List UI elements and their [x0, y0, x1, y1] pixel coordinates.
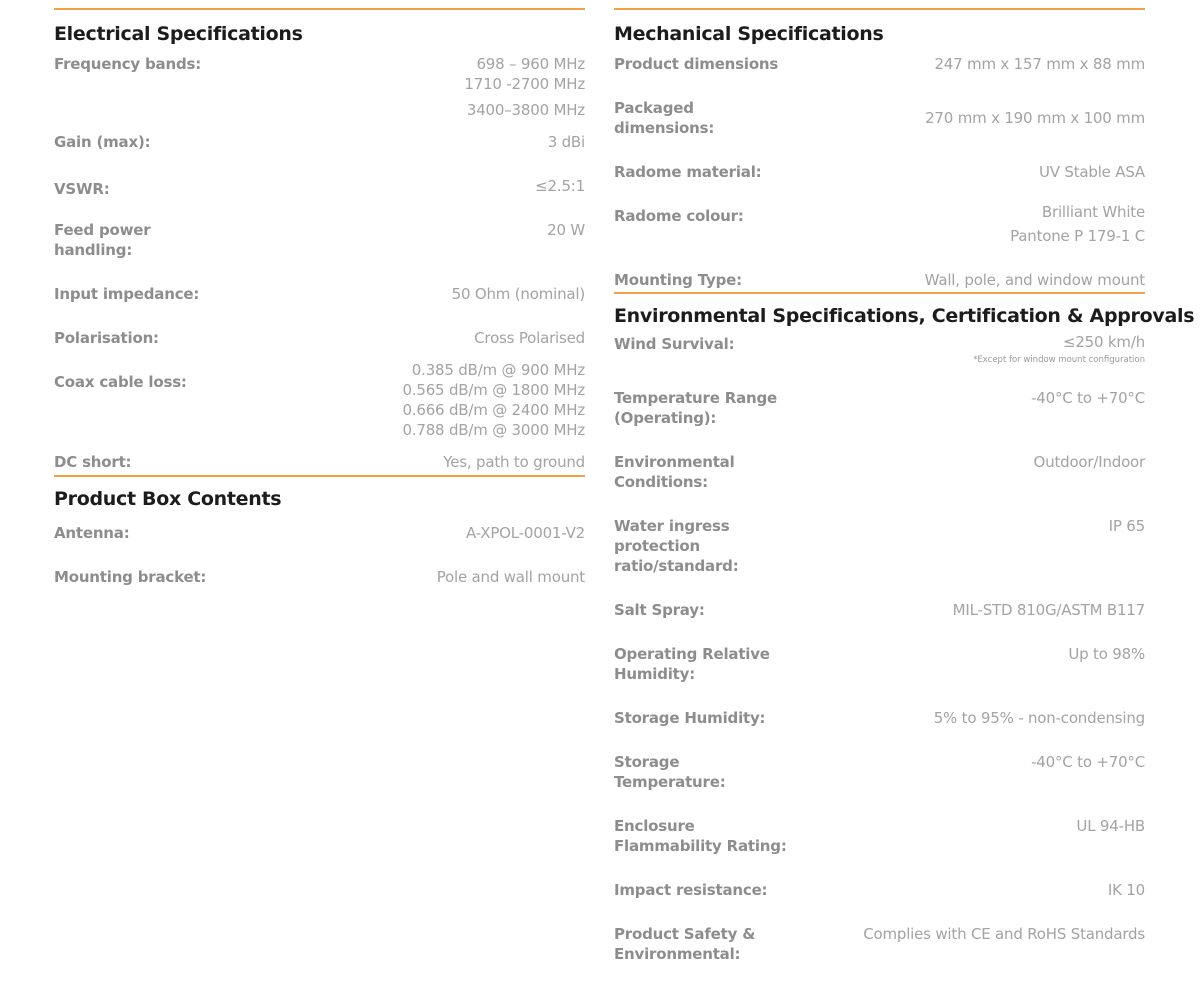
spec-value-line: IK 10: [1107, 881, 1145, 899]
spec-row-feed-power: [54, 220, 585, 284]
spec-value: [1076, 816, 1145, 836]
spec-label: Impact resistance:: [614, 881, 768, 899]
spec-label: Radome colour:: [614, 207, 744, 225]
spec-value: [443, 452, 585, 472]
spec-value-line: 5% to 95% - non-condensing: [933, 709, 1145, 727]
spec-value-line: Outdoor/Indoor: [1033, 453, 1145, 471]
spec-value-line: IP 65: [1108, 517, 1145, 535]
spec-label: Gain (max):: [54, 133, 151, 151]
spec-row-polarisation: [54, 328, 585, 360]
spec-value: [535, 176, 585, 196]
spec-value: [973, 332, 1145, 366]
spec-value-line: Cross Polarised: [474, 329, 585, 347]
spec-row-vswr: [54, 176, 585, 220]
spec-value-line: Complies with CE and RoHS Standards: [863, 925, 1145, 943]
spec-value-line: Brilliant White: [1041, 203, 1145, 221]
spec-value-line: -40°C to +70°C: [1031, 753, 1145, 771]
right-column: [614, 0, 1195, 964]
spec-row-gain: [54, 132, 585, 176]
spec-value-line: UL 94-HB: [1076, 817, 1145, 835]
spec-value-line: 270 mm x 190 mm x 100 mm: [925, 109, 1145, 127]
spec-value: [437, 567, 585, 587]
spec-value: [953, 600, 1145, 620]
spec-value-line: 0.666 dB/m @ 2400 MHz: [402, 401, 585, 419]
spec-value: [934, 708, 1145, 728]
spec-value-line: ≤250 km/h: [1062, 333, 1145, 351]
spec-value-line: Pantone P 179-1 C: [1010, 227, 1145, 245]
spec-value-line: Wall, pole, and window mount: [924, 271, 1145, 289]
spec-label: Frequency bands:: [54, 55, 202, 73]
spec-label: Packaged dimensions:: [614, 99, 715, 137]
spec-row-water-ingress: [614, 516, 1145, 600]
spec-value: [925, 98, 1145, 128]
spec-value-line: MIL-STD 810G/ASTM B117: [952, 601, 1145, 619]
spec-value: [1108, 880, 1145, 900]
mechanical-specs-title: Mechanical Specifications: [614, 23, 884, 45]
spec-label: Storage Humidity:: [614, 709, 766, 727]
spec-label: Input impedance:: [54, 285, 200, 303]
environmental-specs-title: Environmental Specifications, Certification & Approvals: [614, 305, 1195, 327]
spec-value-line: -40°C to +70°C: [1031, 389, 1145, 407]
spec-value: [1031, 752, 1145, 772]
spec-label: Radome material:: [614, 163, 762, 181]
spec-row-temperature-range: [614, 388, 1145, 452]
spec-row-salt-spray: [614, 600, 1145, 644]
spec-row-flammability: [614, 816, 1145, 880]
spec-label: Salt Spray:: [614, 601, 705, 619]
spec-value: [925, 270, 1145, 290]
section-divider: [614, 8, 1145, 10]
spec-row-radome-colour: [614, 202, 1145, 270]
spec-row-wind-survival: [614, 332, 1145, 388]
spec-value: [466, 523, 585, 543]
box-contents-title: Product Box Contents: [54, 488, 282, 510]
spec-value: [402, 360, 585, 440]
spec-label: Mounting bracket:: [54, 568, 207, 586]
spec-value: [548, 132, 585, 152]
spec-value: [474, 328, 585, 348]
spec-label: Product Safety & Environmental:: [614, 925, 756, 963]
spec-label: Wind Survival:: [614, 335, 735, 353]
spec-value-line: 1710 -2700 MHz: [464, 75, 585, 93]
spec-label: Storage Temperature:: [614, 753, 726, 791]
spec-row-dc-short: [54, 452, 585, 474]
section-divider: [614, 292, 1145, 294]
spec-value-line: 20 W: [547, 221, 585, 239]
spec-label: Environmental Conditions:: [614, 453, 735, 491]
electrical-specs-title: Electrical Specifications: [54, 23, 303, 45]
spec-value: [1109, 516, 1145, 536]
spec-label: Operating Relative Humidity:: [614, 645, 770, 683]
spec-value-line: Up to 98%: [1068, 645, 1145, 663]
spec-row-radome-material: [614, 162, 1145, 202]
spec-value-line: A-XPOL-0001-V2: [466, 524, 585, 542]
section-divider: [54, 475, 585, 477]
spec-label: Antenna:: [54, 524, 130, 542]
spec-value-line: ≤2.5:1: [535, 177, 585, 195]
spec-value: [1010, 202, 1145, 246]
spec-value-line: UV Stable ASA: [1038, 163, 1145, 181]
spec-value-line: 50 Ohm (nominal): [451, 285, 585, 303]
spec-value-line: 0.565 dB/m @ 1800 MHz: [402, 381, 585, 399]
spec-row-packaged-dimensions: [614, 98, 1145, 162]
spec-label: Temperature Range (Operating):: [614, 389, 777, 427]
spec-label: DC short:: [54, 453, 132, 471]
spec-row-impact-resistance: [614, 880, 1145, 924]
spec-label: Enclosure Flammability Rating:: [614, 817, 787, 855]
spec-label: Coax cable loss:: [54, 373, 187, 391]
spec-row-mounting-type: [614, 270, 1145, 290]
spec-value: [1039, 162, 1145, 182]
spec-value-line: Pole and wall mount: [436, 568, 585, 586]
spec-row-input-impedance: [54, 284, 585, 328]
spec-value-line: 0.788 dB/m @ 3000 MHz: [402, 421, 585, 439]
spec-row-mounting-bracket: [54, 567, 585, 591]
spec-value: [464, 54, 585, 120]
spec-label: VSWR:: [54, 180, 110, 198]
spec-row-product-safety: [614, 924, 1145, 964]
spec-value-line: 3 dBi: [547, 133, 585, 151]
spec-value-line: 247 mm x 157 mm x 88 mm: [934, 55, 1145, 73]
spec-value: [863, 924, 1145, 944]
spec-value-line: 698 – 960 MHz: [476, 55, 585, 73]
spec-value: [452, 284, 585, 304]
wind-survival-footnote: *Except for window mount configuration: [973, 355, 1145, 365]
spec-row-storage-temperature: [614, 752, 1145, 816]
left-column: [54, 0, 585, 591]
spec-row-antenna: [54, 523, 585, 567]
spec-row-frequency-bands: [54, 54, 585, 132]
spec-value: [1034, 452, 1145, 472]
spec-value: [1068, 644, 1145, 664]
spec-row-product-dimensions: [614, 54, 1145, 98]
spec-label: Feed power handling:: [54, 221, 151, 259]
spec-row-coax-loss: [54, 360, 585, 452]
spec-value-line: 3400–3800 MHz: [466, 101, 585, 119]
spec-row-environmental-conditions: [614, 452, 1145, 516]
spec-label: Polarisation:: [54, 329, 159, 347]
spec-value-line: Yes, path to ground: [443, 453, 585, 471]
spec-value-line: 0.385 dB/m @ 900 MHz: [411, 361, 585, 379]
spec-value: [934, 54, 1145, 74]
spec-label: Water ingress protection ratio/standard:: [614, 517, 739, 575]
spec-row-storage-humidity: [614, 708, 1145, 752]
spec-label: Mounting Type:: [614, 271, 742, 289]
spec-label: Product dimensions: [614, 55, 779, 73]
spec-value: [547, 220, 585, 240]
section-divider: [54, 8, 585, 10]
spec-value: [1031, 388, 1145, 408]
spec-row-operating-humidity: [614, 644, 1145, 708]
